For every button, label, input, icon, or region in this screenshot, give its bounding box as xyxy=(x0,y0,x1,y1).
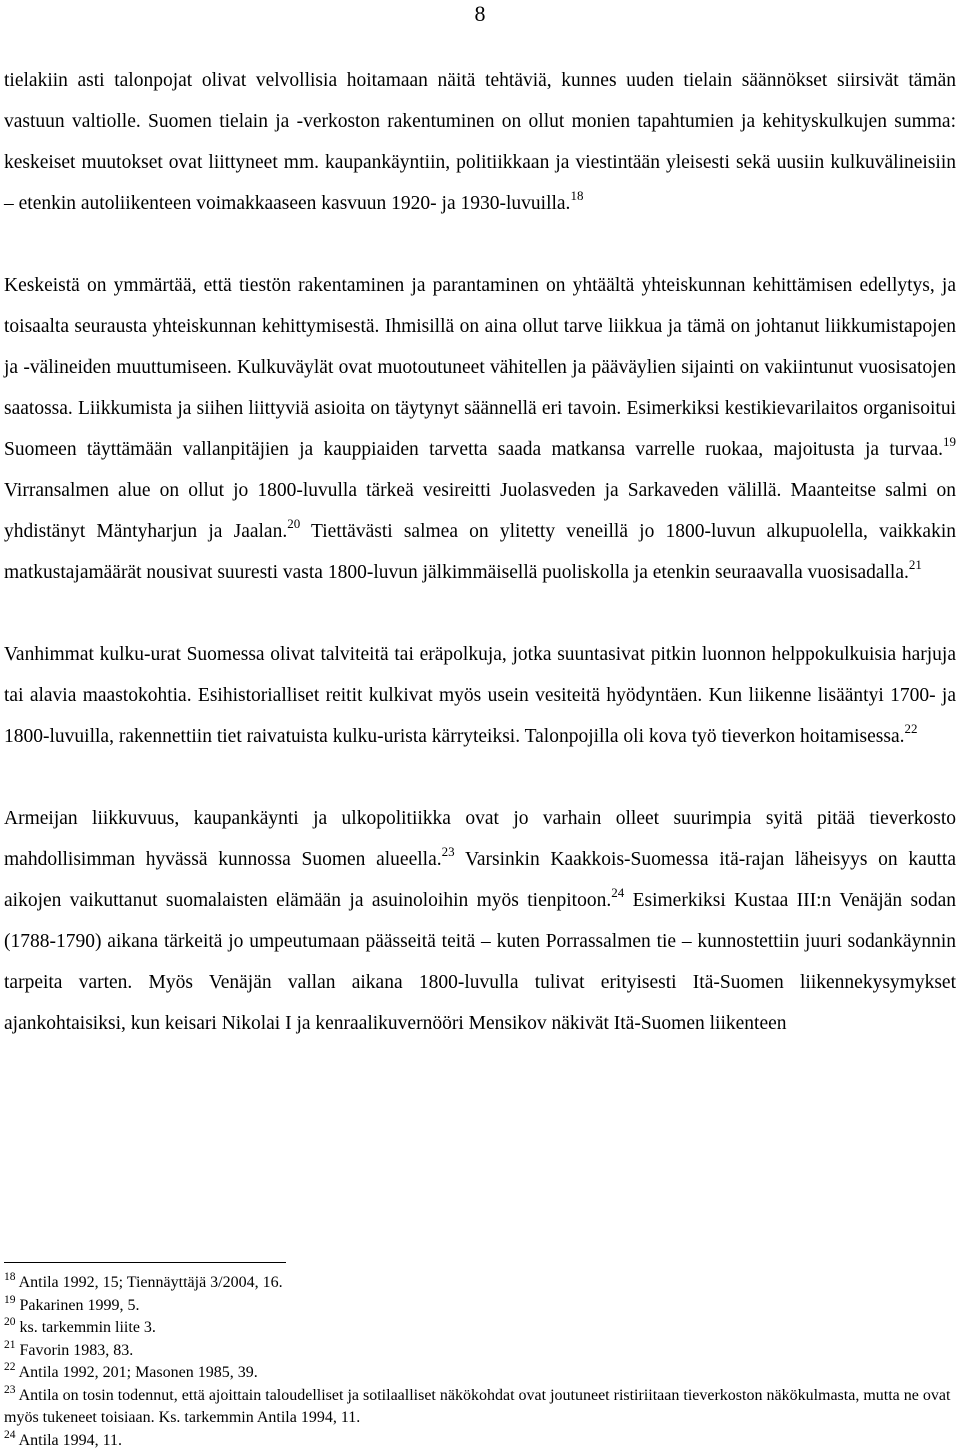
footnote-text: Favorin 1983, 83. xyxy=(19,1341,134,1359)
footnote-ref[interactable]: 19 xyxy=(943,434,956,449)
footnote xyxy=(4,1362,956,1385)
footnote-number: 19 xyxy=(4,1293,16,1306)
footnote-text: ks. tarkemmin liite 3. xyxy=(19,1319,156,1336)
footnote-number: 20 xyxy=(4,1316,16,1328)
paragraph-text: Vanhimmat kulku-urat Suomessa olivat talviteitä tai eräpolkuja, jotka suuntasivat pitkin luonnon helppokulkuisia harjuja tai alavia maastokohtia. Esihistorialliset reitit kulkivat myös usein vesiteitä hyödyntäen. Kun liikenne lisääntyi 1700- ja 1800-luvuilla, rakennettiin tiet raivatuista kulku-urista kärryteiksi. Talonpojilla oli kova työ tieverkon hoitamisessa. xyxy=(4,644,956,747)
paragraph-text: Varsinkin Kaakkois-Suomessa itä-rajan läheisyys on kautta aikojen vaikuttanut suomalaisten elämään ja asuinoloihin myös tienpitoon. xyxy=(4,849,956,911)
footnotes xyxy=(4,1272,956,1452)
paragraph xyxy=(4,798,956,1044)
footnote-text: Antila 1994, 11. xyxy=(18,1431,123,1449)
body-text xyxy=(4,60,956,1044)
footnote-ref[interactable]: 23 xyxy=(441,844,455,859)
paragraph xyxy=(4,634,956,757)
footnote-text: Antila 1992, 201; Masonen 1985, 39. xyxy=(18,1364,258,1381)
footnote xyxy=(4,1340,956,1363)
footnote-ref[interactable]: 21 xyxy=(908,557,922,572)
footnote-number: 23 xyxy=(4,1383,16,1396)
footnote-ref[interactable]: 24 xyxy=(611,885,625,900)
paragraph-text: Esimerkiksi Kustaa III:n Venäjän sodan (1788-1790) aikana tärkeitä jo umpeutumaan päässeitä teitä – kuten Porrassalmen tie – kunnostettiin juuri sodankäynnin tarpeita varten. Myös Venäjän vallan aikana 1800-luvulla tulivat erityisesti Itä-Suomen liikennekysymykset ajankohtaisiksi, kun keisari Nikolai I ja kenraalikuvernööri Mensikov näkivät Itä-Suomen liikenteen xyxy=(4,890,956,1034)
footnote-number: 21 xyxy=(4,1338,16,1351)
footnote-ref[interactable]: 20 xyxy=(287,516,301,531)
footnote-text: Pakarinen 1999, 5. xyxy=(19,1296,140,1314)
footnote-text: Antila on tosin todennut, että ajoittain taloudelliset ja sotilaalliset näkökohdat ovat joutuneet ristiriitaan tieverkoston näkökulmasta, mutta ne ovat myös tukeneet toisiaan. Ks. tarkemmin Antila 1994, 11. xyxy=(4,1386,951,1426)
footnote-divider xyxy=(4,1262,286,1263)
footnote xyxy=(4,1317,956,1340)
paragraph-text: tielakiin asti talonpojat olivat velvollisia hoitamaan näitä tehtäviä, kunnes uuden tielain säännökset siirsivät tämän vastuun valtiolle. Suomen tielain ja -verkoston rakentuminen on ollut monien tapahtumien ja kehityskulkujen summa: keskeiset muutokset ovat liittyneet mm. kaupankäyntiin, politiikkaan ja viestintään yleisesti sekä uusiin kulkuvälineisiin – etenkin autoliikenteen voimakkaaseen kasvuun 1920- ja 1930-luvuilla. xyxy=(4,70,956,214)
footnote xyxy=(4,1272,956,1295)
footnote-number: 24 xyxy=(4,1428,16,1441)
footnote xyxy=(4,1295,956,1318)
footnote-number: 22 xyxy=(4,1361,16,1373)
footnote xyxy=(4,1385,956,1430)
footnote xyxy=(4,1430,956,1453)
footnote-number: 18 xyxy=(4,1271,16,1283)
paragraph xyxy=(4,60,956,224)
footnote-ref[interactable]: 18 xyxy=(570,188,584,203)
footnote-ref[interactable]: 22 xyxy=(904,721,918,736)
footnote-text: Antila 1992, 15; Tiennäyttäjä 3/2004, 16. xyxy=(18,1274,283,1291)
paragraph xyxy=(4,265,956,593)
paragraph-text: Armeijan liikkuvuus, kaupankäynti ja ulkopolitiikka ovat jo varhain olleet suurimpia syitä pitää tieverkosto mahdollisimman hyvässä kunnossa Suomen alueella. xyxy=(4,808,956,870)
paragraph-text: Keskeistä on ymmärtää, että tiestön rakentaminen ja parantaminen on yhtäältä yhteiskunnan kehittämisen edellytys, ja toisaalta seurausta yhteiskunnan kehittymisestä. Ihmisillä on aina ollut tarve liikkua ja tämä on johtanut liikkumistapojen ja -välineiden muuttumiseen. Kulkuväylät ovat muotoutuneet vähitellen ja pääväylien sijainti on vakiintunut vuosisatojen saatossa. Liikkumista ja siihen liittyviä asioita on täytynyt säännellä eri tavoin. Esimerkiksi kestikievarilaitos organisoitui Suomeen täyttämään vallanpitäjien ja kauppiaiden tarvetta saada matkansa varrelle ruokaa, majoitusta ja turvaa. xyxy=(4,275,956,460)
paragraph-text: Virransalmen alue on ollut jo 1800-luvulla tärkeä vesireitti Juolasveden ja Sarkaveden välillä. Maanteitse salmi on yhdistänyt Mäntyharjun ja Jaalan. xyxy=(4,480,956,542)
page-number: 8 xyxy=(474,1,486,26)
paragraph-text: Tiettävästi salmea on ylitetty veneillä jo 1800-luvun alkupuolella, vaikkakin matkustajamäärät nousivat suuresti vasta 1800-luvun jälkimmäisellä puoliskolla ja etenkin seuraavalla vuosisadalla. xyxy=(4,521,956,583)
